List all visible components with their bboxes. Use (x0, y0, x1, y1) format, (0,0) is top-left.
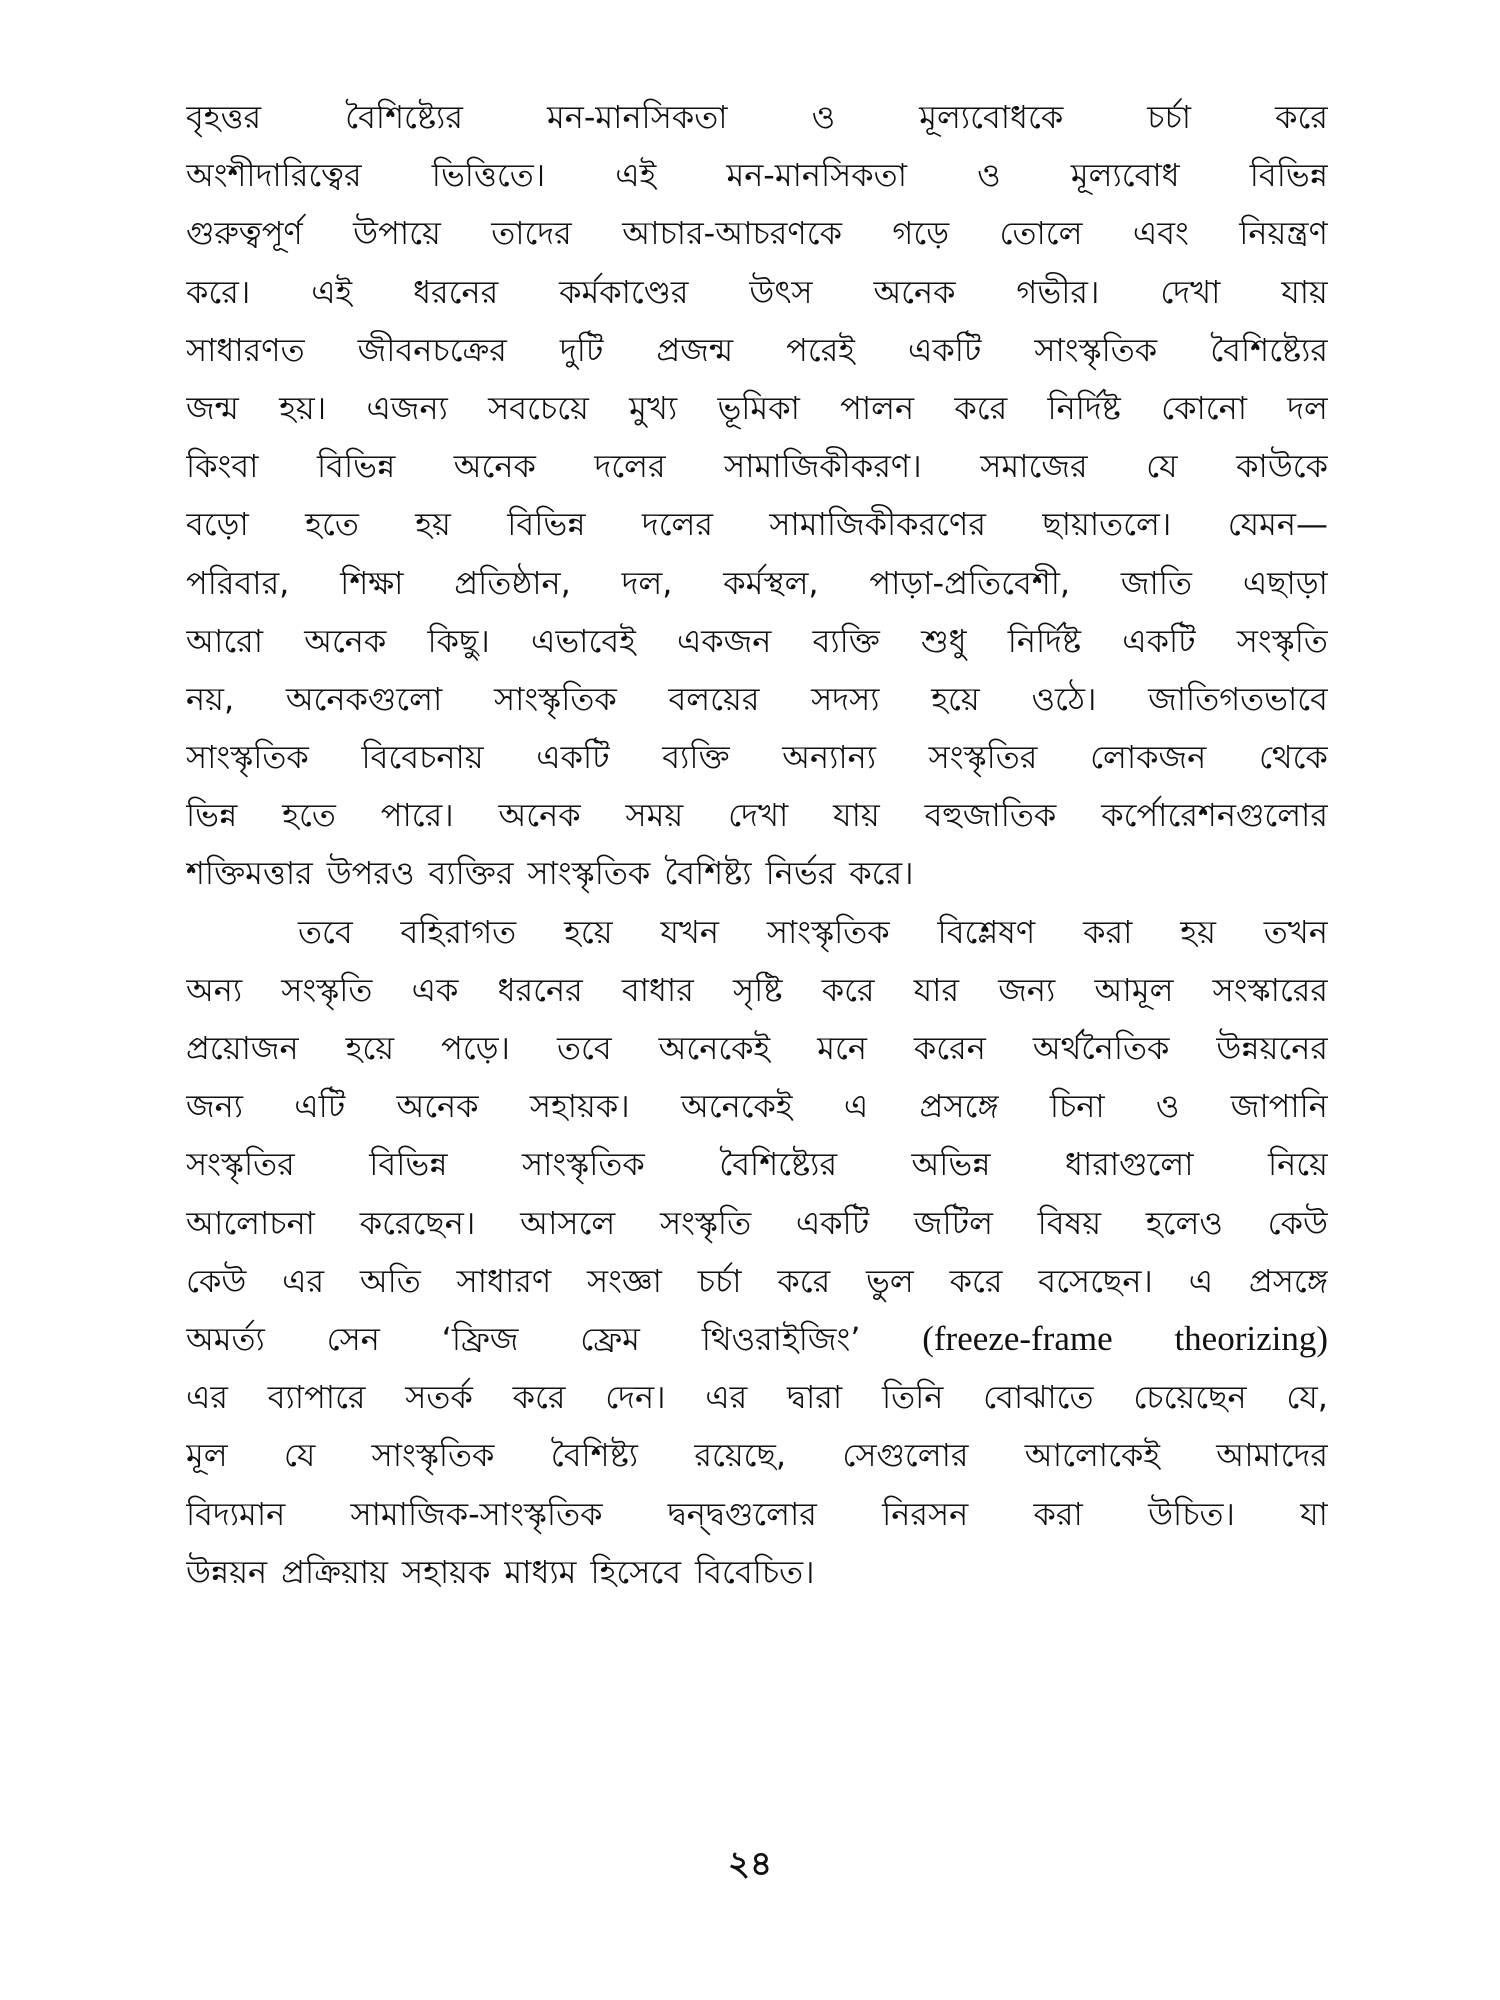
text-line: এর ব্যাপারে সতর্ক করে দেন। এর দ্বারা তিনি বোঝাতে চেয়েছেন যে, (186, 1378, 1328, 1417)
page-number: ২৪ (727, 1844, 773, 1884)
text-line: অন্য সংস্কৃতি এক ধরনের বাধার সৃষ্টি করে যার জন্য আমূল সংস্কারের (186, 970, 1328, 1009)
text-line: সাধারণত জীবনচক্রের দুটি প্রজন্ম পরেই একটি সাংস্কৃতিক বৈশিষ্ট্যের (186, 330, 1328, 369)
text-line: বড়ো হতে হয় বিভিন্ন দলের সামাজিকীকরণের ছায়াতলে। যেমন— (186, 505, 1328, 544)
text-line: জন্য এটি অনেক সহায়ক। অনেকেই এ প্রসঙ্গে চিনা ও জাপানি (186, 1087, 1328, 1126)
text-line: ভিন্ন হতে পারে। অনেক সময় দেখা যায় বহুজাতিক কর্পোরেশনগুলোর (186, 796, 1328, 835)
text-line: অংশীদারিত্বের ভিত্তিতে। এই মন-মানসিকতা ও মূল্যবোধ বিভিন্ন (186, 156, 1328, 195)
text-line: সংস্কৃতির বিভিন্ন সাংস্কৃতিক বৈশিষ্ট্যের অভিন্ন ধারাগুলো নিয়ে (186, 1145, 1328, 1184)
text-line: নয়, অনেকগুলো সাংস্কৃতিক বলয়ের সদস্য হয়ে ওঠে। জাতিগতভাবে (186, 679, 1328, 718)
body-text (186, 92, 1328, 1605)
text-line: আলোচনা করেছেন। আসলে সংস্কৃতি একটি জটিল বিষয় হলেও কেউ (186, 1203, 1328, 1242)
text-line: করে। এই ধরনের কর্মকাণ্ডের উৎস অনেক গভীর। দেখা যায় (186, 272, 1328, 311)
text-line: তবে বহিরাগত হয়ে যখন সাংস্কৃতিক বিশ্লেষণ করা হয় তখন (298, 912, 1328, 951)
text-line: পরিবার, শিক্ষা প্রতিষ্ঠান, দল, কর্মস্থল, পাড়া-প্রতিবেশী, জাতি এছাড়া (186, 563, 1328, 602)
text-line: অমর্ত্য সেন ‘ফ্রিজ ফ্রেম থিওরাইজিং’ (freeze-frame theorizing) (186, 1318, 1328, 1358)
text-line: কেউ এর অতি সাধারণ সংজ্ঞা চর্চা করে ভুল করে বসেছেন। এ প্রসঙ্গে (186, 1261, 1328, 1300)
text-line: বিদ্যমান সামাজিক-সাংস্কৃতিক দ্বন্দ্বগুলোর নিরসন করা উচিত। যা (186, 1494, 1328, 1533)
text-line: আরো অনেক কিছু। এভাবেই একজন ব্যক্তি শুধু নির্দিষ্ট একটি সংস্কৃতি (186, 621, 1328, 660)
text-line: প্রয়োজন হয়ে পড়ে। তবে অনেকেই মনে করেন অর্থনৈতিক উন্নয়নের (186, 1029, 1328, 1067)
text-line: সাংস্কৃতিক বিবেচনায় একটি ব্যক্তি অন্যান্য সংস্কৃতির লোকজন থেকে (186, 738, 1328, 777)
text-line: উন্নয়ন প্রক্রিয়ায় সহায়ক মাধ্যম হিসেবে বিবেচিত। (186, 1552, 815, 1591)
text-line: কিংবা বিভিন্ন অনেক দলের সামাজিকীকরণ। সমাজের যে কাউকে (186, 447, 1328, 486)
text-line: শক্তিমত্তার উপরও ব্যক্তির সাংস্কৃতিক বৈশিষ্ট্য নির্ভর করে। (186, 854, 914, 893)
text-line: গুরুত্বপূর্ণ উপায়ে তাদের আচার-আচরণকে গড়ে তোলে এবং নিয়ন্ত্রণ (186, 214, 1328, 253)
text-line: জন্ম হয়। এজন্য সবচেয়ে মুখ্য ভূমিকা পালন করে নির্দিষ্ট কোনো দল (186, 388, 1328, 427)
text-line: মূল যে সাংস্কৃতিক বৈশিষ্ট্য রয়েছে, সেগুলোর আলোকেই আমাদের (186, 1436, 1328, 1475)
text-line: বৃহত্তর বৈশিষ্ট্যের মন-মানসিকতা ও মূল্যবোধকে চর্চা করে (186, 98, 1328, 136)
